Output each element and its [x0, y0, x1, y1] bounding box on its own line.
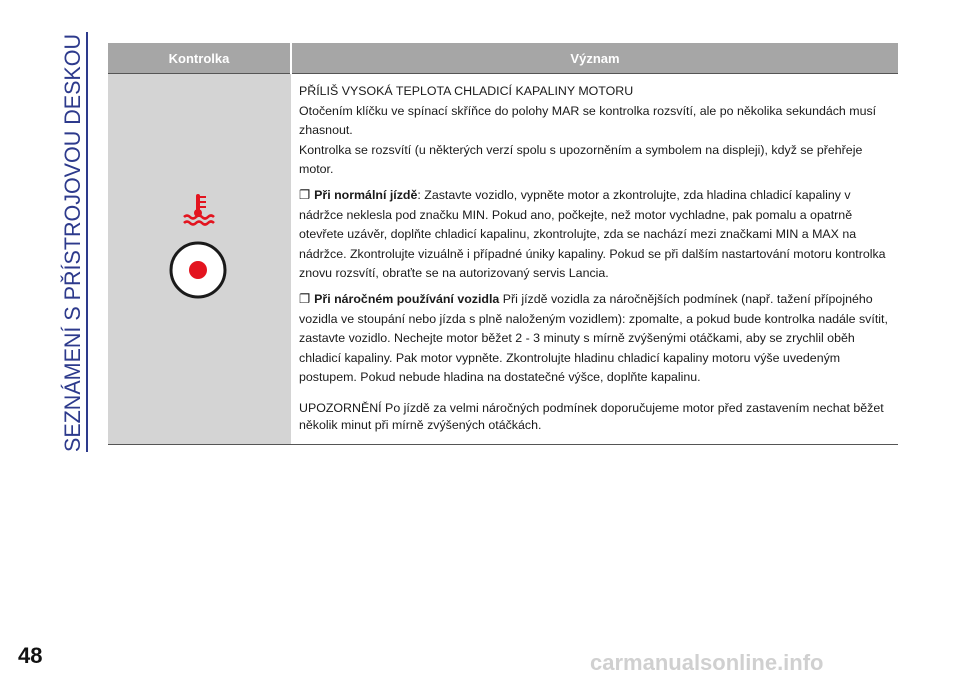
column-header-vyznam: Význam [291, 43, 898, 74]
bullet-normal-driving-text: : Zastavte vozidlo, vypněte motor a zkontrolujte, zda hladina chladicí kapaliny v nádržce neklesla pod značku MIN. Pokud ano, počkejte, než motor vychladne, pak pomalu a opatrně otevřete uzávěr, doplňte chladicí kapalinu, zkontrolujte, zda se nachází mezi značkami MIN a MAX na nádržce. Zkontrolujte vizuálně i případné úniky kapaliny. Pokud se při dalším nastartování motoru kontrolka znovu rozsvítí, obraťte se na autorizovaný servis Lancia. [299, 187, 886, 281]
bullet-normal-driving [299, 186, 892, 284]
paragraph-overheat: Kontrolka se rozsvítí (u některých verzí spolu s upozorněním a symbolem na displeji), když se přehřeje motor. [299, 142, 863, 177]
checkbox-bullet-icon: ❐ [299, 187, 311, 202]
meaning-cell [291, 74, 898, 445]
watermark-text: carmanualsonline.info [590, 650, 824, 675]
engine-coolant-temperature-icon [180, 192, 216, 228]
column-header-kontrolka: Kontrolka [108, 43, 291, 74]
warning-light-table [108, 43, 898, 445]
section-title-vertical [58, 32, 88, 452]
page-number: 48 [18, 643, 43, 668]
warning-note: UPOZORNĚNÍ Po jízdě za velmi náročných podmínek doporučujeme motor před zastavením nechat běžet několik minut při mírně zvýšených otáčkách. [299, 400, 884, 432]
section-title-text: SEZNÁMENÍ S PŘÍSTROJOVOU DESKOU [60, 32, 85, 452]
bullet-heavy-use-title: Při náročném používání vozidla [314, 291, 500, 306]
table-header-row [108, 43, 898, 74]
paragraph-key-on: Otočením klíčku ve spínací skříňce do polohy MAR se kontrolka rozsvítí, ale po několika sekundách musí zhasnout. [299, 103, 877, 138]
checkbox-bullet-icon: ❐ [299, 291, 311, 306]
table-row [108, 74, 898, 445]
icon-cell [108, 74, 291, 445]
warning-heading: PŘÍLIŠ VYSOKÁ TEPLOTA CHLADICÍ KAPALINY MOTORU [299, 84, 634, 98]
section-divider [86, 32, 88, 452]
bullet-normal-driving-title: Při normální jízdě [314, 187, 418, 202]
bullet-heavy-use-text: Při jízdě vozidla za náročnějších podmínek (např. tažení přípojného vozidla ve stoupání nebo jízda s plně naloženým vozidlem): zpomalte, a pokud bude kontrolka nadále svítit, zastavte vozidlo. Nechejte motor běžet 2 - 3 minuty s mírně zvýšenými otáčkami, aby se zrychlil oběh chladicí kapaliny. Pak motor vypněte. Zkontrolujte hladinu chladicí kapaliny motoru výše uvedeným postupem. Pokud nebude hladina na dostatečné výšce, doplňte kapalinu. [299, 291, 888, 385]
red-warning-lamp-icon [169, 241, 227, 299]
bullet-heavy-use [299, 290, 892, 388]
